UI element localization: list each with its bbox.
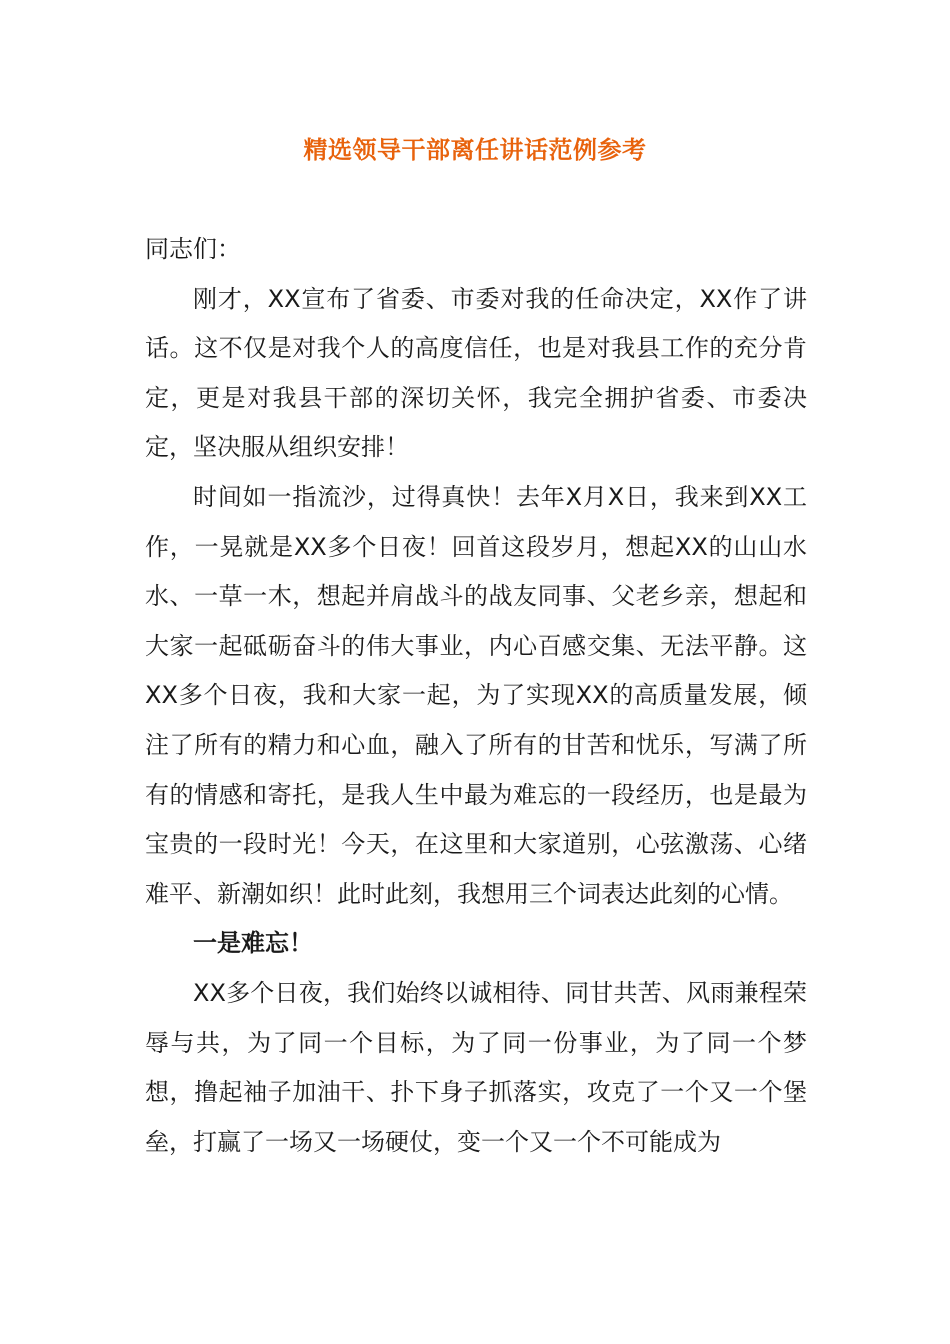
paragraph-appointment: 刚才，XX宣布了省委、市委对我的任命决定，XX作了讲话。这不仅是对我个人的高度信任，也是对我县工作的充分肯定，更是对我县干部的深切关怀，我完全拥护省委、市委决定，坚决服从组织安排！ xyxy=(145,284,807,462)
paragraph-reflection: 时间如一指流沙，过得真快！去年X月X日，我来到XX工作，一晃就是XX多个日夜！回首这段岁月，想起XX的山山水水、一草一木，想起并肩战斗的战友同事、父老乡亲，想起和大家一起砥砺奋斗的伟大事业，内心百感交集、无法平静。这XX多个日夜，我和大家一起，为了实现XX的高质量发展，倾注了所有的精力和心血，融入了所有的甘苦和忧乐，写满了所有的情感和寄托，是我人生中最为难忘的一段经历，也是最为宝贵的一段时光！今天，在这里和大家道别，心弦激荡、心绪难平、新潮如织！此时此刻，我想用三个词表达此刻的心情。 xyxy=(145,482,807,908)
document-body xyxy=(145,225,807,1167)
section-heading: 一是难忘！ xyxy=(193,929,313,958)
salutation: 同志们： xyxy=(145,235,241,263)
document-title: 精选领导干部离任讲话范例参考 xyxy=(303,136,647,164)
section-paragraph: XX多个日夜，我们始终以诚相待、同甘共苦、风雨兼程荣辱与共，为了同一个目标，为了同一份事业，为了同一个梦想，撸起袖子加油干、扑下身子抓落实，攻克了一个又一个堡垒，打赢了一场又一场硬仗，变一个又一个不可能成为 xyxy=(145,978,807,1156)
